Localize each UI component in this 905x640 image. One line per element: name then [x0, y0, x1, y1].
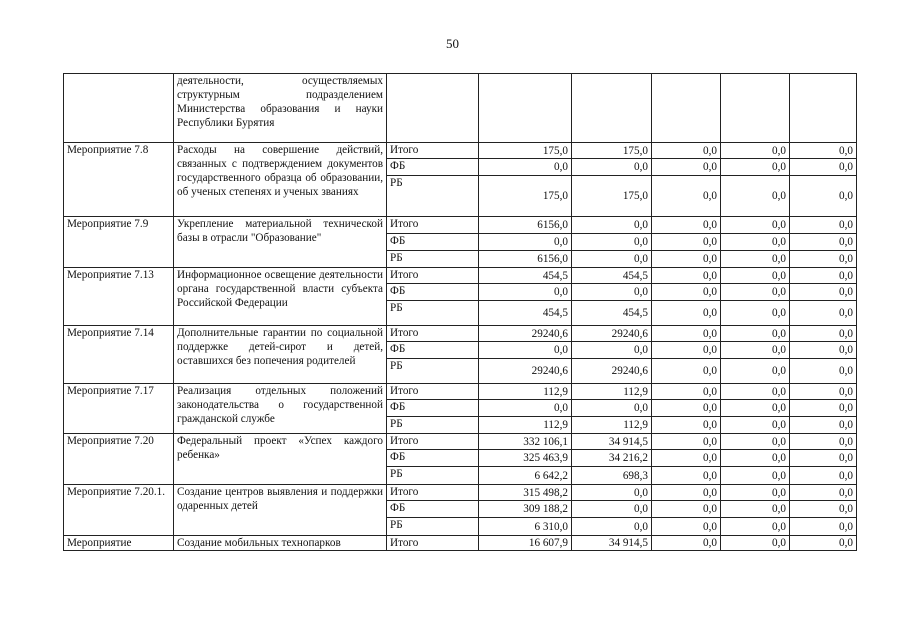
amount-cell: 0,0 — [790, 268, 857, 284]
funding-source-cell: РБ — [387, 518, 479, 536]
amount-cell: 0,0 — [652, 417, 721, 434]
amount-cell: 0,0 — [572, 234, 652, 251]
funding-source-cell: Итого — [387, 326, 479, 342]
event-cell: Мероприятие — [64, 536, 174, 551]
table-row — [64, 268, 857, 284]
amount-cell: 454,5 — [479, 301, 572, 326]
amount-cell: 698,3 — [572, 467, 652, 485]
event-cell: Мероприятие 7.13 — [64, 268, 174, 326]
funding-source-cell: Итого — [387, 536, 479, 551]
event-cell: Мероприятие 7.20.1. — [64, 485, 174, 536]
table-row — [64, 485, 857, 501]
funding-source-cell: ФБ — [387, 234, 479, 251]
amount-cell: 0,0 — [721, 485, 790, 501]
amount-cell: 0,0 — [721, 268, 790, 284]
event-cell: Мероприятие 7.8 — [64, 143, 174, 217]
amount-cell: 0,0 — [790, 234, 857, 251]
amount-cell: 0,0 — [652, 234, 721, 251]
funding-source-cell: РБ — [387, 467, 479, 485]
amount-cell: 0,0 — [790, 536, 857, 551]
amount-cell: 0,0 — [652, 536, 721, 551]
table-row — [64, 143, 857, 159]
amount-cell: 16 607,9 — [479, 536, 572, 551]
funding-source-cell: РБ — [387, 251, 479, 268]
amount-cell: 0,0 — [721, 400, 790, 417]
amount-cell: 0,0 — [721, 467, 790, 485]
amount-cell: 0,0 — [572, 485, 652, 501]
amount-cell: 0,0 — [652, 159, 721, 176]
description-cell: Дополнительные гарантии по социальной поддержке детей-сирот и детей, оставшихся без попечения родителей — [174, 326, 387, 384]
amount-cell: 29240,6 — [479, 359, 572, 384]
amount-cell: 0,0 — [652, 217, 721, 234]
amount-cell: 0,0 — [790, 326, 857, 342]
amount-cell: 332 106,1 — [479, 434, 572, 450]
funding-source-cell: ФБ — [387, 400, 479, 417]
amount-cell: 175,0 — [479, 143, 572, 159]
event-cell: Мероприятие 7.20 — [64, 434, 174, 485]
amount-cell: 0,0 — [790, 251, 857, 268]
description-cell: Укрепление материальной технической базы в отрасли "Образование" — [174, 217, 387, 268]
event-cell: Мероприятие 7.9 — [64, 217, 174, 268]
amount-cell: 112,9 — [479, 384, 572, 400]
amount-cell: 0,0 — [721, 326, 790, 342]
funding-source-cell: РБ — [387, 359, 479, 384]
amount-cell — [479, 74, 572, 143]
amount-cell: 0,0 — [790, 342, 857, 359]
amount-cell: 454,5 — [572, 268, 652, 284]
amount-cell: 0,0 — [721, 417, 790, 434]
amount-cell: 0,0 — [721, 359, 790, 384]
amount-cell: 0,0 — [721, 518, 790, 536]
amount-cell — [790, 74, 857, 143]
amount-cell: 0,0 — [479, 284, 572, 301]
budget-table — [63, 73, 857, 551]
amount-cell: 309 188,2 — [479, 501, 572, 518]
amount-cell: 34 914,5 — [572, 434, 652, 450]
amount-cell: 0,0 — [721, 501, 790, 518]
amount-cell: 0,0 — [790, 176, 857, 217]
funding-source-cell: ФБ — [387, 450, 479, 467]
amount-cell: 0,0 — [479, 342, 572, 359]
amount-cell: 0,0 — [652, 284, 721, 301]
amount-cell: 0,0 — [790, 400, 857, 417]
amount-cell: 112,9 — [572, 417, 652, 434]
amount-cell: 0,0 — [721, 342, 790, 359]
amount-cell: 0,0 — [790, 467, 857, 485]
amount-cell: 0,0 — [721, 301, 790, 326]
amount-cell: 0,0 — [790, 417, 857, 434]
amount-cell: 0,0 — [721, 143, 790, 159]
table-row — [64, 536, 857, 551]
amount-cell: 0,0 — [721, 176, 790, 217]
amount-cell: 112,9 — [479, 417, 572, 434]
funding-source-cell: ФБ — [387, 342, 479, 359]
table-row — [64, 326, 857, 342]
amount-cell: 0,0 — [652, 326, 721, 342]
amount-cell: 6 310,0 — [479, 518, 572, 536]
amount-cell: 0,0 — [721, 434, 790, 450]
table-row — [64, 434, 857, 450]
funding-source-cell: РБ — [387, 176, 479, 217]
amount-cell: 0,0 — [790, 159, 857, 176]
amount-cell: 0,0 — [652, 518, 721, 536]
description-cell: Реализация отдельных положений законодательства о государственной гражданской службе — [174, 384, 387, 434]
amount-cell: 0,0 — [572, 251, 652, 268]
amount-cell: 0,0 — [572, 400, 652, 417]
amount-cell: 6156,0 — [479, 251, 572, 268]
amount-cell: 0,0 — [572, 501, 652, 518]
amount-cell: 0,0 — [572, 159, 652, 176]
amount-cell: 0,0 — [721, 217, 790, 234]
amount-cell: 34 216,2 — [572, 450, 652, 467]
amount-cell — [652, 74, 721, 143]
funding-source-cell: Итого — [387, 268, 479, 284]
amount-cell: 0,0 — [790, 501, 857, 518]
amount-cell: 0,0 — [721, 234, 790, 251]
amount-cell: 0,0 — [790, 143, 857, 159]
amount-cell: 0,0 — [572, 217, 652, 234]
amount-cell: 0,0 — [652, 450, 721, 467]
amount-cell: 0,0 — [652, 268, 721, 284]
amount-cell: 29240,6 — [572, 359, 652, 384]
amount-cell: 0,0 — [790, 434, 857, 450]
amount-cell: 0,0 — [652, 301, 721, 326]
table-row — [64, 384, 857, 400]
event-cell: Мероприятие 7.14 — [64, 326, 174, 384]
table-row — [64, 217, 857, 234]
amount-cell: 0,0 — [721, 384, 790, 400]
amount-cell: 0,0 — [572, 284, 652, 301]
description-cell: деятельности, осуществляемых структурным подразделением Министерства образования и науки Республики Бурятия — [174, 74, 387, 143]
description-cell: Информационное освещение деятельности органа государственной власти субъекта Российской Федерации — [174, 268, 387, 326]
amount-cell: 0,0 — [790, 359, 857, 384]
amount-cell: 0,0 — [652, 485, 721, 501]
funding-source-cell: РБ — [387, 417, 479, 434]
amount-cell: 315 498,2 — [479, 485, 572, 501]
amount-cell: 34 914,5 — [572, 536, 652, 551]
amount-cell: 0,0 — [652, 359, 721, 384]
amount-cell — [721, 74, 790, 143]
amount-cell: 0,0 — [652, 251, 721, 268]
funding-source-cell: Итого — [387, 384, 479, 400]
amount-cell: 175,0 — [572, 143, 652, 159]
amount-cell: 0,0 — [479, 234, 572, 251]
amount-cell: 175,0 — [479, 176, 572, 217]
amount-cell: 0,0 — [652, 342, 721, 359]
amount-cell: 0,0 — [652, 176, 721, 217]
amount-cell: 0,0 — [652, 501, 721, 518]
amount-cell: 0,0 — [790, 384, 857, 400]
event-cell: Мероприятие 7.17 — [64, 384, 174, 434]
amount-cell: 0,0 — [652, 400, 721, 417]
amount-cell: 0,0 — [721, 251, 790, 268]
amount-cell: 0,0 — [652, 143, 721, 159]
description-cell: Федеральный проект «Успех каждого ребенка» — [174, 434, 387, 485]
funding-source-cell: Итого — [387, 434, 479, 450]
amount-cell: 0,0 — [790, 518, 857, 536]
funding-source-cell: ФБ — [387, 284, 479, 301]
description-cell: Расходы на совершение действий, связанных с подтверждением документов государственного образца об образовании, об ученых степенях и ученых званиях — [174, 143, 387, 217]
amount-cell: 0,0 — [721, 159, 790, 176]
amount-cell: 454,5 — [479, 268, 572, 284]
amount-cell: 0,0 — [790, 217, 857, 234]
amount-cell: 0,0 — [790, 301, 857, 326]
table-row — [64, 74, 857, 143]
amount-cell: 0,0 — [721, 284, 790, 301]
event-cell — [64, 74, 174, 143]
funding-source-cell: Итого — [387, 143, 479, 159]
amount-cell: 0,0 — [652, 434, 721, 450]
funding-source-cell: ФБ — [387, 501, 479, 518]
amount-cell: 0,0 — [790, 485, 857, 501]
amount-cell: 325 463,9 — [479, 450, 572, 467]
funding-source-cell — [387, 74, 479, 143]
amount-cell: 0,0 — [479, 400, 572, 417]
amount-cell: 0,0 — [652, 384, 721, 400]
amount-cell: 0,0 — [721, 536, 790, 551]
amount-cell: 0,0 — [652, 467, 721, 485]
amount-cell: 112,9 — [572, 384, 652, 400]
amount-cell: 29240,6 — [572, 326, 652, 342]
amount-cell — [572, 74, 652, 143]
amount-cell: 0,0 — [479, 159, 572, 176]
amount-cell: 0,0 — [790, 450, 857, 467]
amount-cell: 454,5 — [572, 301, 652, 326]
description-cell: Создание центров выявления и поддержки одаренных детей — [174, 485, 387, 536]
funding-source-cell: РБ — [387, 301, 479, 326]
funding-source-cell: ФБ — [387, 159, 479, 176]
amount-cell: 0,0 — [790, 284, 857, 301]
page-number: 50 — [446, 36, 459, 51]
amount-cell: 6 642,2 — [479, 467, 572, 485]
amount-cell: 6156,0 — [479, 217, 572, 234]
amount-cell: 175,0 — [572, 176, 652, 217]
funding-source-cell: Итого — [387, 485, 479, 501]
amount-cell: 0,0 — [572, 518, 652, 536]
amount-cell: 29240,6 — [479, 326, 572, 342]
description-cell: Создание мобильных технопарков — [174, 536, 387, 551]
amount-cell: 0,0 — [572, 342, 652, 359]
amount-cell: 0,0 — [721, 450, 790, 467]
funding-source-cell: Итого — [387, 217, 479, 234]
